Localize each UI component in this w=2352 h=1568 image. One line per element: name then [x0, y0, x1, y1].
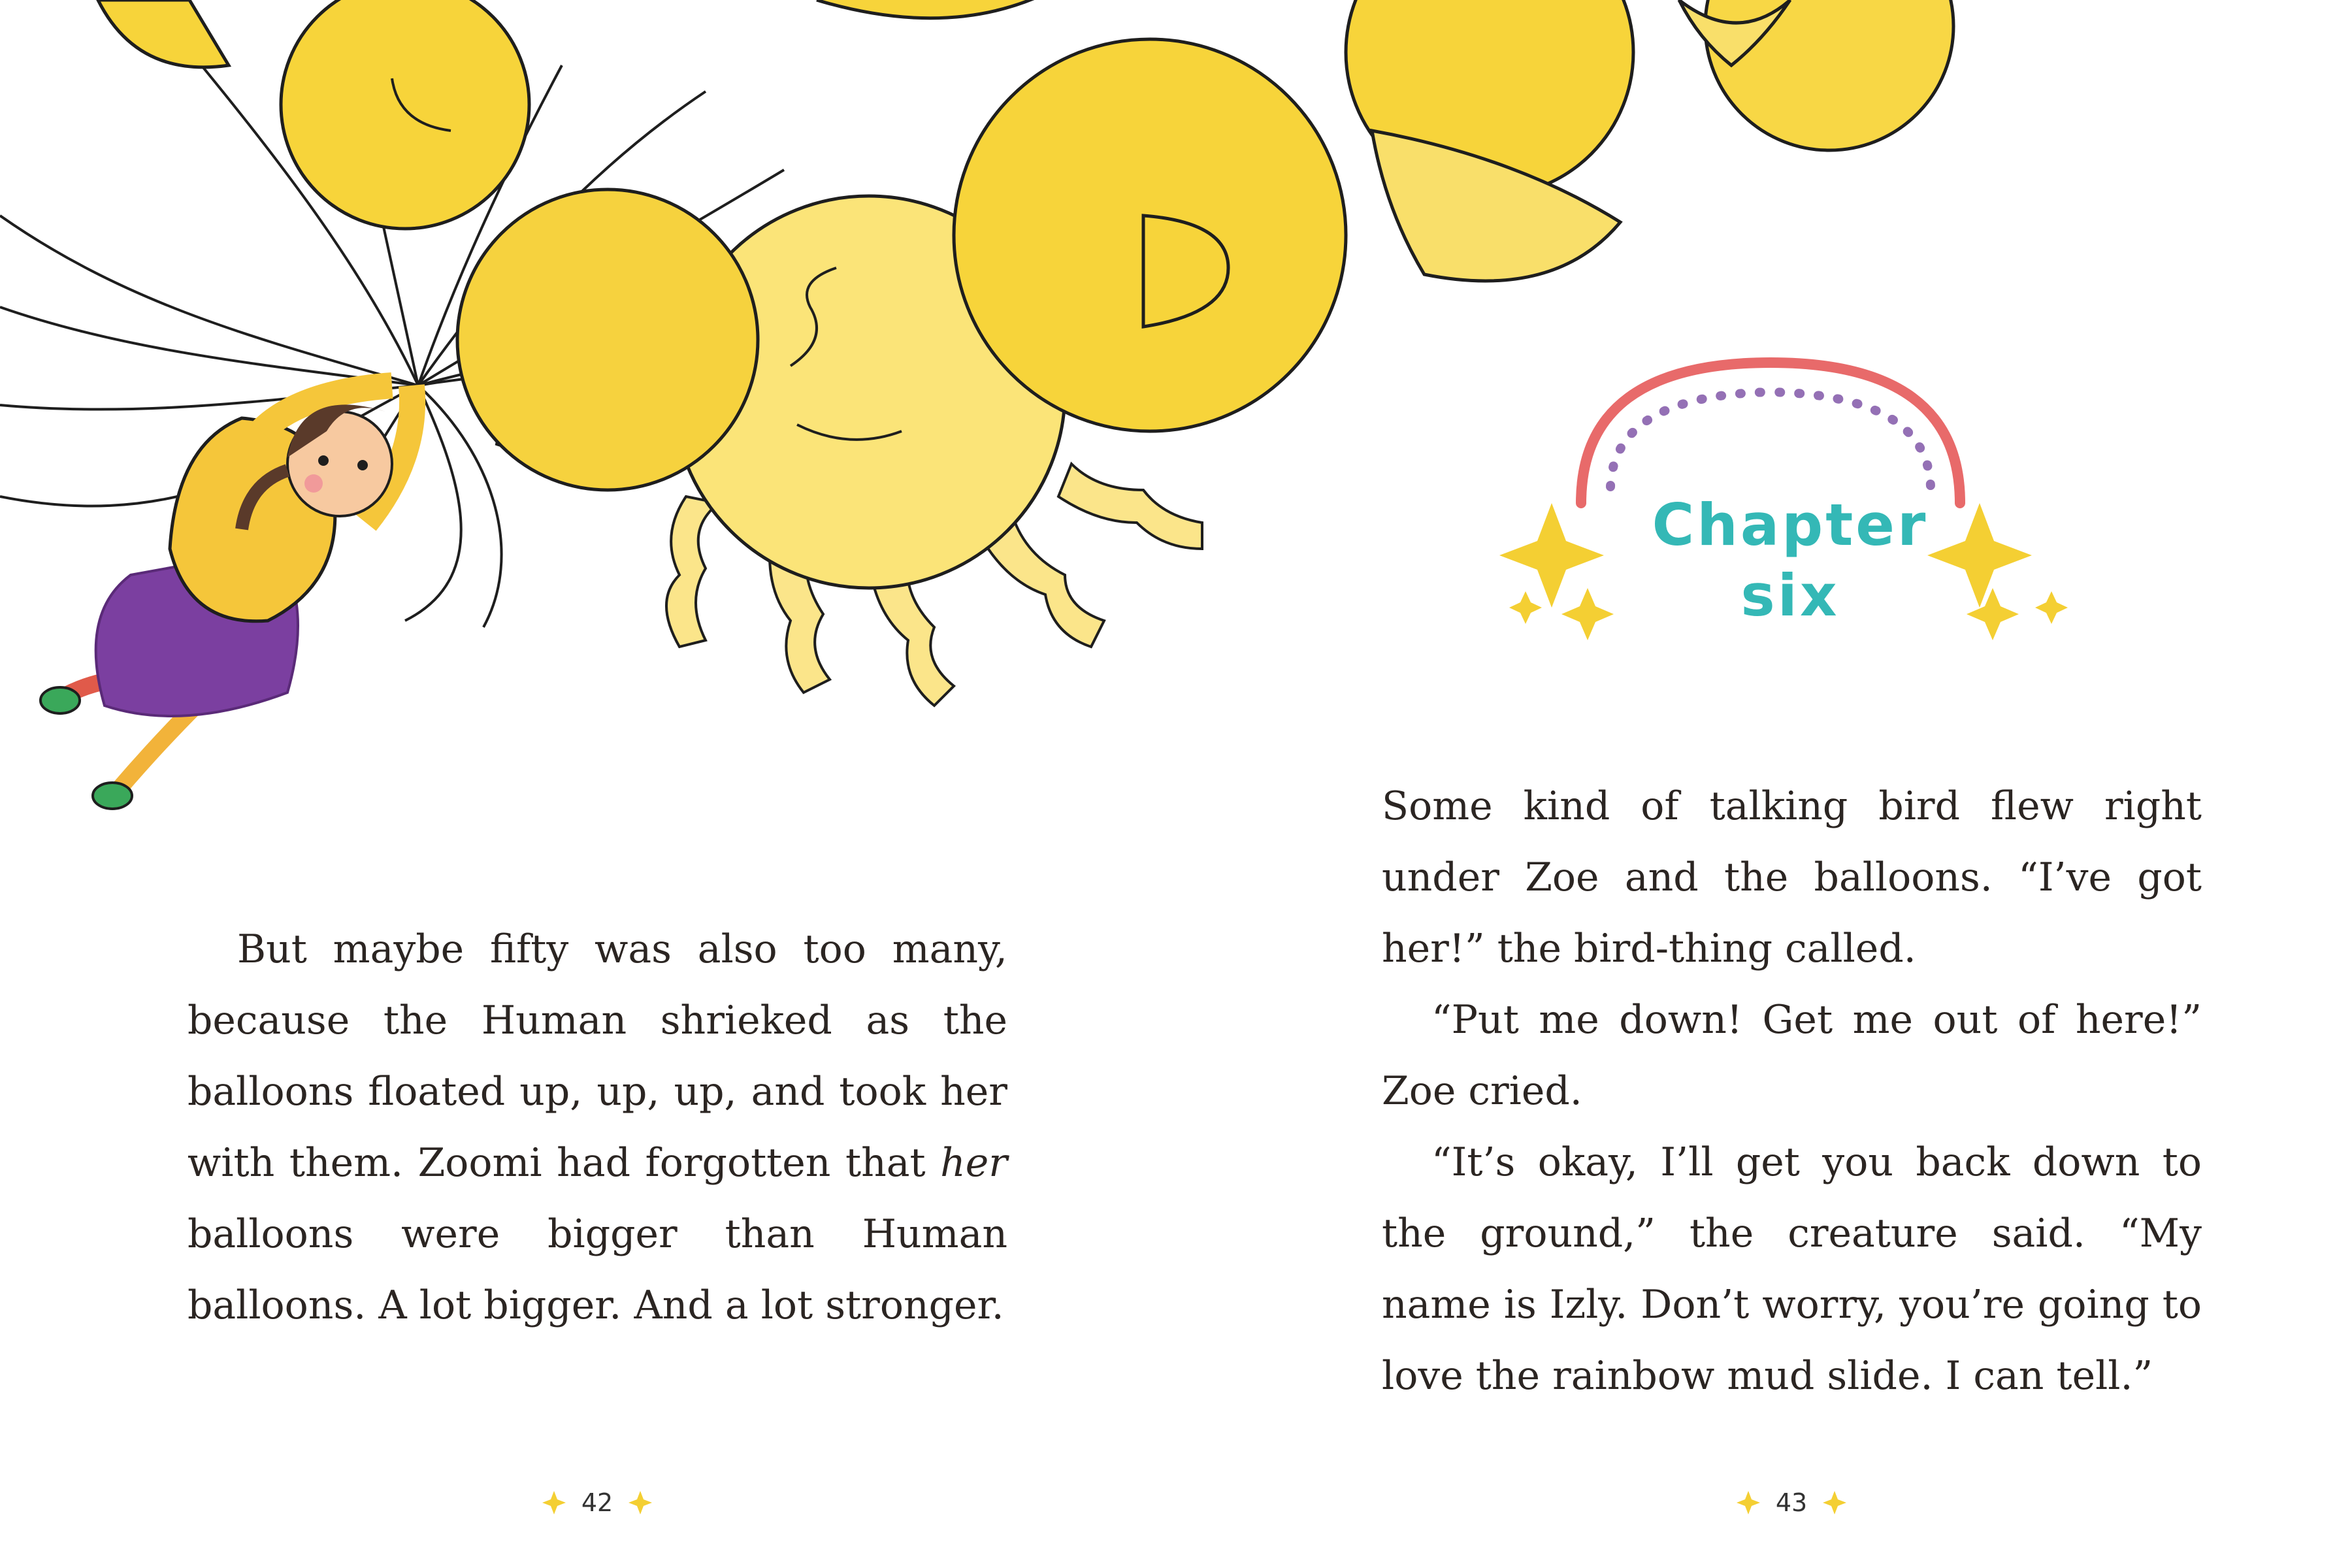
paragraph: But maybe fifty was also too many, because the Human shrieked as the balloons floated up, up, up, and took her with them. Zoomi had forgotten that her balloons were bigger than Human balloons. A lot bigger. And a lot stronger.	[188, 926, 1007, 1328]
rainbow-arc	[1581, 363, 1960, 503]
page-number-left: 42	[499, 1483, 695, 1522]
paragraph: “It’s okay, I’ll get you back down to the ground,” the creature said. “My name is Izly. Don’t worry, you’re going to love the rainbow mud slide. I can tell.”	[1382, 1139, 2202, 1399]
chapter-heading	[1620, 490, 1960, 631]
paragraph: “Put me down! Get me out of here!” Zoe cried.	[1382, 997, 2202, 1114]
sparkle-icon	[1735, 1490, 1761, 1516]
page-number-right: 43	[1693, 1483, 1889, 1522]
emphasis-text: her	[940, 1140, 1007, 1186]
right-page-body	[1382, 771, 2202, 1412]
girl-illustration	[41, 385, 412, 809]
chapter-label: Chapter	[1652, 491, 1929, 559]
chapter-number: six	[1740, 562, 1840, 629]
sparkle-icon	[627, 1490, 653, 1516]
left-page-body	[188, 914, 1007, 1341]
paragraph: Some kind of talking bird flew right under Zoe and the balloons. “I’ve got her!” the bird-thing called.	[1382, 783, 2202, 972]
sparkle-icon	[541, 1490, 567, 1516]
sparkle-icon	[1821, 1490, 1848, 1516]
